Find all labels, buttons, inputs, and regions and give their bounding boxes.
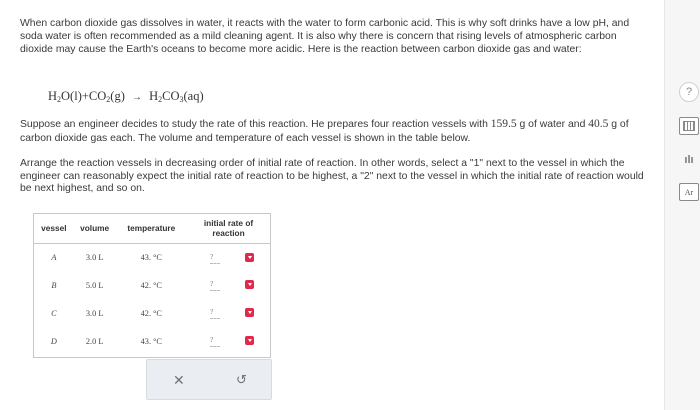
header-volume: volume	[74, 214, 116, 243]
product-state: (aq)	[183, 89, 204, 103]
sub: 2	[57, 95, 62, 104]
sub: 2	[106, 95, 111, 104]
chevron-down-icon[interactable]	[245, 280, 254, 289]
answer-underline	[210, 263, 220, 264]
temperature-cell: 43. °C	[140, 252, 162, 262]
scenario-part: g of carbon dioxide gas each. The volume and temperature of each vessel is shown in the table below.	[20, 119, 629, 144]
vessel-table	[33, 213, 271, 358]
rank-placeholder: ?	[210, 308, 214, 316]
rate-cell	[187, 299, 270, 327]
rank-placeholder: ?	[210, 336, 214, 344]
table-row	[34, 327, 270, 355]
tools-sidebar	[664, 0, 700, 410]
intro-text: When carbon dioxide gas dissolves in water, it reacts with the water to form carbonic acid. This is why soft drinks have a low pH, and soda water is often recommended as a mild cleaning agent. It is also why there is concern that rising levels of atmospheric carbon dioxide may cause the Earth's oceans to become more acidic. Here is the reaction between carbon dioxide gas and water:	[20, 18, 630, 55]
header-rate: initial rate of reaction	[187, 214, 270, 243]
temperature-cell: 43. °C	[140, 336, 162, 346]
answer-underline	[210, 346, 220, 347]
temperature-cell: 42. °C	[140, 280, 162, 290]
undo-icon[interactable]: ↺	[236, 372, 247, 387]
reactant-state: (g)	[110, 89, 125, 103]
header-vessel: vessel	[34, 214, 74, 243]
header-temperature: temperature	[116, 214, 188, 243]
volume-cell: 3.0 L	[85, 252, 104, 262]
water-mass: 159.5	[490, 118, 517, 130]
volume-cell: 5.0 L	[85, 280, 104, 290]
sub: 3	[179, 95, 184, 104]
instruction-text: Arrange the reaction vessels in decreasing order of initial rate of reaction. In other words, select a "1" next to the vessel in which the engineer can reasonably expect the initial rate of reaction to be highest, a "2" next to the vessel in which the initial rate of reaction would be next highest, and so on.	[20, 158, 644, 194]
rate-cell	[187, 243, 270, 271]
table-row	[34, 299, 270, 327]
table-header-row	[34, 214, 270, 243]
rank-placeholder: ?	[210, 252, 214, 261]
chevron-down-icon[interactable]	[245, 253, 254, 262]
rank-answer-slot[interactable]	[210, 336, 220, 347]
calculator-icon[interactable]	[679, 117, 699, 135]
help-icon[interactable]: ?	[679, 82, 699, 102]
chevron-down-icon[interactable]	[245, 336, 254, 345]
vessel-cell: D	[50, 336, 57, 346]
rank-answer-slot[interactable]	[210, 308, 220, 319]
reactant-water-h: H	[48, 89, 58, 103]
volume-cell: 2.0 L	[85, 336, 104, 346]
rank-placeholder: ?	[210, 280, 214, 288]
answer-underline	[210, 290, 220, 291]
rate-cell	[187, 271, 270, 299]
reaction-equation	[48, 89, 204, 104]
chevron-down-icon[interactable]	[245, 308, 254, 317]
product-h: H	[149, 89, 159, 103]
close-icon[interactable]: ✕	[173, 372, 185, 388]
calculator-keys	[683, 121, 695, 131]
vessel-cell: C	[51, 308, 57, 318]
product-co: CO	[162, 89, 180, 103]
answer-underline	[210, 318, 220, 319]
scenario-part: Suppose an engineer decides to study the rate of this reaction. He prepares four reaction vessels with	[20, 119, 491, 130]
rank-answer-slot[interactable]	[210, 253, 220, 264]
reactant-text: O(l)+CO	[61, 89, 107, 103]
reaction-arrow: →	[131, 92, 142, 103]
chart-icon[interactable]: ılı	[684, 154, 694, 166]
rank-answer-slot[interactable]	[210, 280, 220, 291]
co2-mass: 40.5	[588, 118, 609, 130]
sub: 2	[158, 95, 163, 104]
answer-toolbar	[146, 359, 272, 400]
vessel-cell: A	[51, 252, 57, 262]
table-row	[34, 271, 270, 299]
periodic-table-icon[interactable]: Ar	[679, 183, 699, 201]
scenario-part: g of water and	[516, 119, 589, 130]
scenario-text	[20, 117, 650, 146]
volume-cell: 3.0 L	[85, 308, 104, 318]
vessel-cell: B	[51, 280, 57, 290]
temperature-cell: 42. °C	[140, 308, 162, 318]
table-row	[34, 243, 270, 271]
rate-cell	[187, 327, 270, 355]
